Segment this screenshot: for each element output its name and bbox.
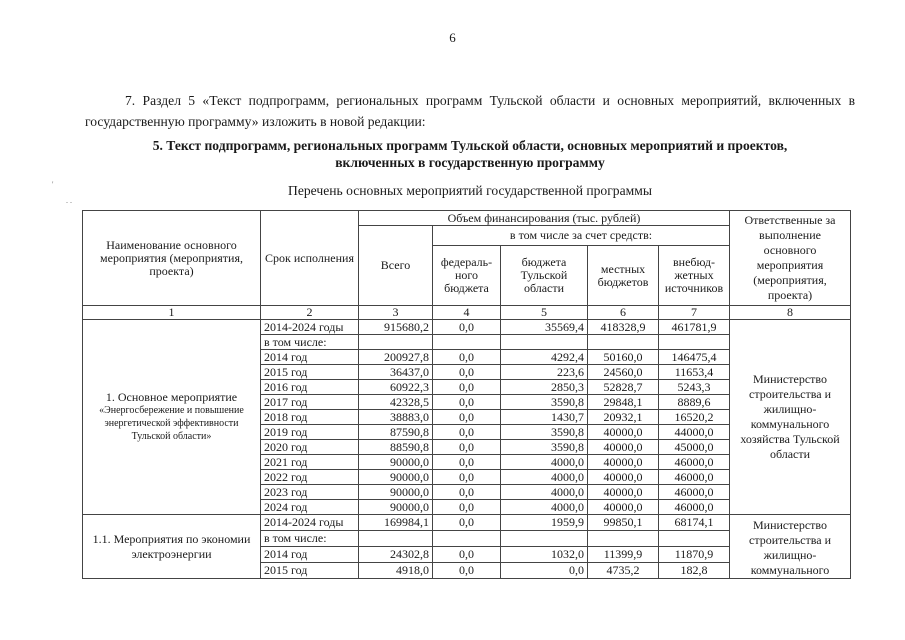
column-number: 3 bbox=[359, 306, 433, 320]
regional-cell: 0,0 bbox=[501, 563, 588, 579]
total-cell: 88590,8 bbox=[359, 440, 433, 455]
extra-cell: 46000,0 bbox=[659, 455, 730, 470]
regional-cell: 3590,8 bbox=[501, 395, 588, 410]
extra-cell bbox=[659, 531, 730, 547]
header-regional: бюджета Тульской области bbox=[501, 246, 588, 306]
section-heading-line-2: включенных в государственную программу bbox=[335, 155, 605, 170]
regional-cell: 4000,0 bbox=[501, 500, 588, 515]
regional-cell: 3590,8 bbox=[501, 440, 588, 455]
column-number: 1 bbox=[83, 306, 261, 320]
total-cell: 915680,2 bbox=[359, 320, 433, 335]
total-cell: 42328,5 bbox=[359, 395, 433, 410]
total-cell: 90000,0 bbox=[359, 500, 433, 515]
regional-cell: 4000,0 bbox=[501, 455, 588, 470]
header-term: Срок исполнения bbox=[261, 211, 359, 306]
extra-cell: 45000,0 bbox=[659, 440, 730, 455]
term-cell: 2016 год bbox=[261, 380, 359, 395]
federal-cell bbox=[433, 531, 501, 547]
federal-cell: 0,0 bbox=[433, 500, 501, 515]
term-cell: 2015 год bbox=[261, 365, 359, 380]
column-number: 4 bbox=[433, 306, 501, 320]
local-cell: 40000,0 bbox=[588, 500, 659, 515]
total-cell bbox=[359, 335, 433, 350]
local-cell: 40000,0 bbox=[588, 440, 659, 455]
section-heading-line-1: 5. Текст подпрограмм, региональных программ Тульской области, основных мероприятий и проектов, bbox=[152, 138, 788, 153]
regional-cell bbox=[501, 531, 588, 547]
header-extra: внебюд-жетных источников bbox=[659, 246, 730, 306]
local-cell: 40000,0 bbox=[588, 485, 659, 500]
total-cell bbox=[359, 531, 433, 547]
term-cell: 2014-2024 годы bbox=[261, 320, 359, 335]
extra-cell: 461781,9 bbox=[659, 320, 730, 335]
page-number: 6 bbox=[449, 30, 456, 45]
local-cell bbox=[588, 531, 659, 547]
extra-cell: 11653,4 bbox=[659, 365, 730, 380]
column-number: 6 bbox=[588, 306, 659, 320]
list-title: Перечень основных мероприятий государственной программы bbox=[288, 183, 652, 198]
regional-cell: 1032,0 bbox=[501, 547, 588, 563]
column-numbers-row bbox=[83, 306, 851, 320]
total-cell: 4918,0 bbox=[359, 563, 433, 579]
term-cell: 2020 год bbox=[261, 440, 359, 455]
extra-cell: 146475,4 bbox=[659, 350, 730, 365]
federal-cell: 0,0 bbox=[433, 395, 501, 410]
program-name-line-1: 1. Основное мероприятие bbox=[105, 390, 238, 404]
federal-cell: 0,0 bbox=[433, 485, 501, 500]
federal-cell: 0,0 bbox=[433, 320, 501, 335]
local-cell: 40000,0 bbox=[588, 425, 659, 440]
federal-cell: 0,0 bbox=[433, 410, 501, 425]
header-total: Всего bbox=[359, 226, 433, 306]
local-cell: 20932,1 bbox=[588, 410, 659, 425]
local-cell bbox=[588, 335, 659, 350]
total-cell: 87590,8 bbox=[359, 425, 433, 440]
margin-mark: ' bbox=[52, 180, 54, 189]
extra-cell: 46000,0 bbox=[659, 500, 730, 515]
term-cell: 2019 год bbox=[261, 425, 359, 440]
total-cell: 38883,0 bbox=[359, 410, 433, 425]
extra-cell: 8889,6 bbox=[659, 395, 730, 410]
header-funding: Объем финансирования (тыс. рублей) bbox=[359, 211, 730, 226]
local-cell: 40000,0 bbox=[588, 455, 659, 470]
regional-cell: 2850,3 bbox=[501, 380, 588, 395]
regional-cell: 1959,9 bbox=[501, 515, 588, 531]
column-number: 8 bbox=[730, 306, 851, 320]
federal-cell: 0,0 bbox=[433, 350, 501, 365]
term-cell: в том числе: bbox=[261, 335, 359, 350]
regional-cell: 1430,7 bbox=[501, 410, 588, 425]
extra-cell bbox=[659, 335, 730, 350]
regional-cell: 4292,4 bbox=[501, 350, 588, 365]
intro-paragraph: 7. Раздел 5 «Текст подпрограмм, региональных программ Тульской области и основных мероприятий, включенных в государственную программу» изложить в новой редакции: bbox=[85, 93, 855, 129]
local-cell: 99850,1 bbox=[588, 515, 659, 531]
local-cell: 52828,7 bbox=[588, 380, 659, 395]
term-cell: 2014 год bbox=[261, 547, 359, 563]
term-cell: 2024 год bbox=[261, 500, 359, 515]
table-row bbox=[83, 320, 851, 335]
term-cell: 2017 год bbox=[261, 395, 359, 410]
header-name: Наименование основного мероприятия (мероприятия, проекта) bbox=[83, 211, 261, 306]
section-heading bbox=[85, 137, 855, 171]
term-cell: 2021 год bbox=[261, 455, 359, 470]
column-number: 7 bbox=[659, 306, 730, 320]
federal-cell: 0,0 bbox=[433, 515, 501, 531]
extra-cell: 46000,0 bbox=[659, 485, 730, 500]
program-name-line-2: «Энергосбережение и повышение энергетической эффективности Тульской области» bbox=[99, 405, 244, 442]
federal-cell: 0,0 bbox=[433, 547, 501, 563]
total-cell: 169984,1 bbox=[359, 515, 433, 531]
regional-cell: 4000,0 bbox=[501, 470, 588, 485]
total-cell: 90000,0 bbox=[359, 470, 433, 485]
term-cell: 2023 год bbox=[261, 485, 359, 500]
total-cell: 24302,8 bbox=[359, 547, 433, 563]
total-cell: 60922,3 bbox=[359, 380, 433, 395]
header-local: местных бюджетов bbox=[588, 246, 659, 306]
regional-cell: 4000,0 bbox=[501, 485, 588, 500]
header-responsible: Ответственные за выполнение основного мероприятия (мероприятия, проекта) bbox=[730, 211, 851, 306]
extra-cell: 16520,2 bbox=[659, 410, 730, 425]
table-row bbox=[83, 515, 851, 531]
local-cell: 29848,1 bbox=[588, 395, 659, 410]
term-cell: 2014-2024 годы bbox=[261, 515, 359, 531]
column-number: 2 bbox=[261, 306, 359, 320]
total-cell: 36437,0 bbox=[359, 365, 433, 380]
total-cell: 90000,0 bbox=[359, 485, 433, 500]
federal-cell: 0,0 bbox=[433, 563, 501, 579]
margin-mark: . . bbox=[66, 196, 72, 205]
extra-cell: 44000,0 bbox=[659, 425, 730, 440]
extra-cell: 68174,1 bbox=[659, 515, 730, 531]
regional-cell: 3590,8 bbox=[501, 425, 588, 440]
local-cell: 4735,2 bbox=[588, 563, 659, 579]
local-cell: 40000,0 bbox=[588, 470, 659, 485]
program-name-cell bbox=[83, 320, 261, 515]
federal-cell: 0,0 bbox=[433, 455, 501, 470]
extra-cell: 11870,9 bbox=[659, 547, 730, 563]
extra-cell: 182,8 bbox=[659, 563, 730, 579]
term-cell: в том числе: bbox=[261, 531, 359, 547]
federal-cell: 0,0 bbox=[433, 470, 501, 485]
regional-cell: 223,6 bbox=[501, 365, 588, 380]
total-cell: 200927,8 bbox=[359, 350, 433, 365]
local-cell: 418328,9 bbox=[588, 320, 659, 335]
program-name-cell: 1.1. Мероприятия по экономии электроэнергии bbox=[83, 515, 261, 579]
federal-cell: 0,0 bbox=[433, 425, 501, 440]
responsible-cell: Министерство строительства и жилищно-коммунального хозяйства Тульской области bbox=[730, 320, 851, 515]
federal-cell: 0,0 bbox=[433, 380, 501, 395]
extra-cell: 5243,3 bbox=[659, 380, 730, 395]
local-cell: 50160,0 bbox=[588, 350, 659, 365]
column-number: 5 bbox=[501, 306, 588, 320]
local-cell: 24560,0 bbox=[588, 365, 659, 380]
header-including: в том числе за счет средств: bbox=[433, 226, 730, 246]
extra-cell: 46000,0 bbox=[659, 470, 730, 485]
term-cell: 2022 год bbox=[261, 470, 359, 485]
activities-table bbox=[82, 210, 851, 579]
regional-cell: 35569,4 bbox=[501, 320, 588, 335]
federal-cell: 0,0 bbox=[433, 440, 501, 455]
term-cell: 2018 год bbox=[261, 410, 359, 425]
local-cell: 11399,9 bbox=[588, 547, 659, 563]
total-cell: 90000,0 bbox=[359, 455, 433, 470]
term-cell: 2014 год bbox=[261, 350, 359, 365]
responsible-cell: Министерство строительства и жилищно-коммунального bbox=[730, 515, 851, 579]
header-federal: федераль-ного бюджета bbox=[433, 246, 501, 306]
federal-cell bbox=[433, 335, 501, 350]
term-cell: 2015 год bbox=[261, 563, 359, 579]
federal-cell: 0,0 bbox=[433, 365, 501, 380]
regional-cell bbox=[501, 335, 588, 350]
